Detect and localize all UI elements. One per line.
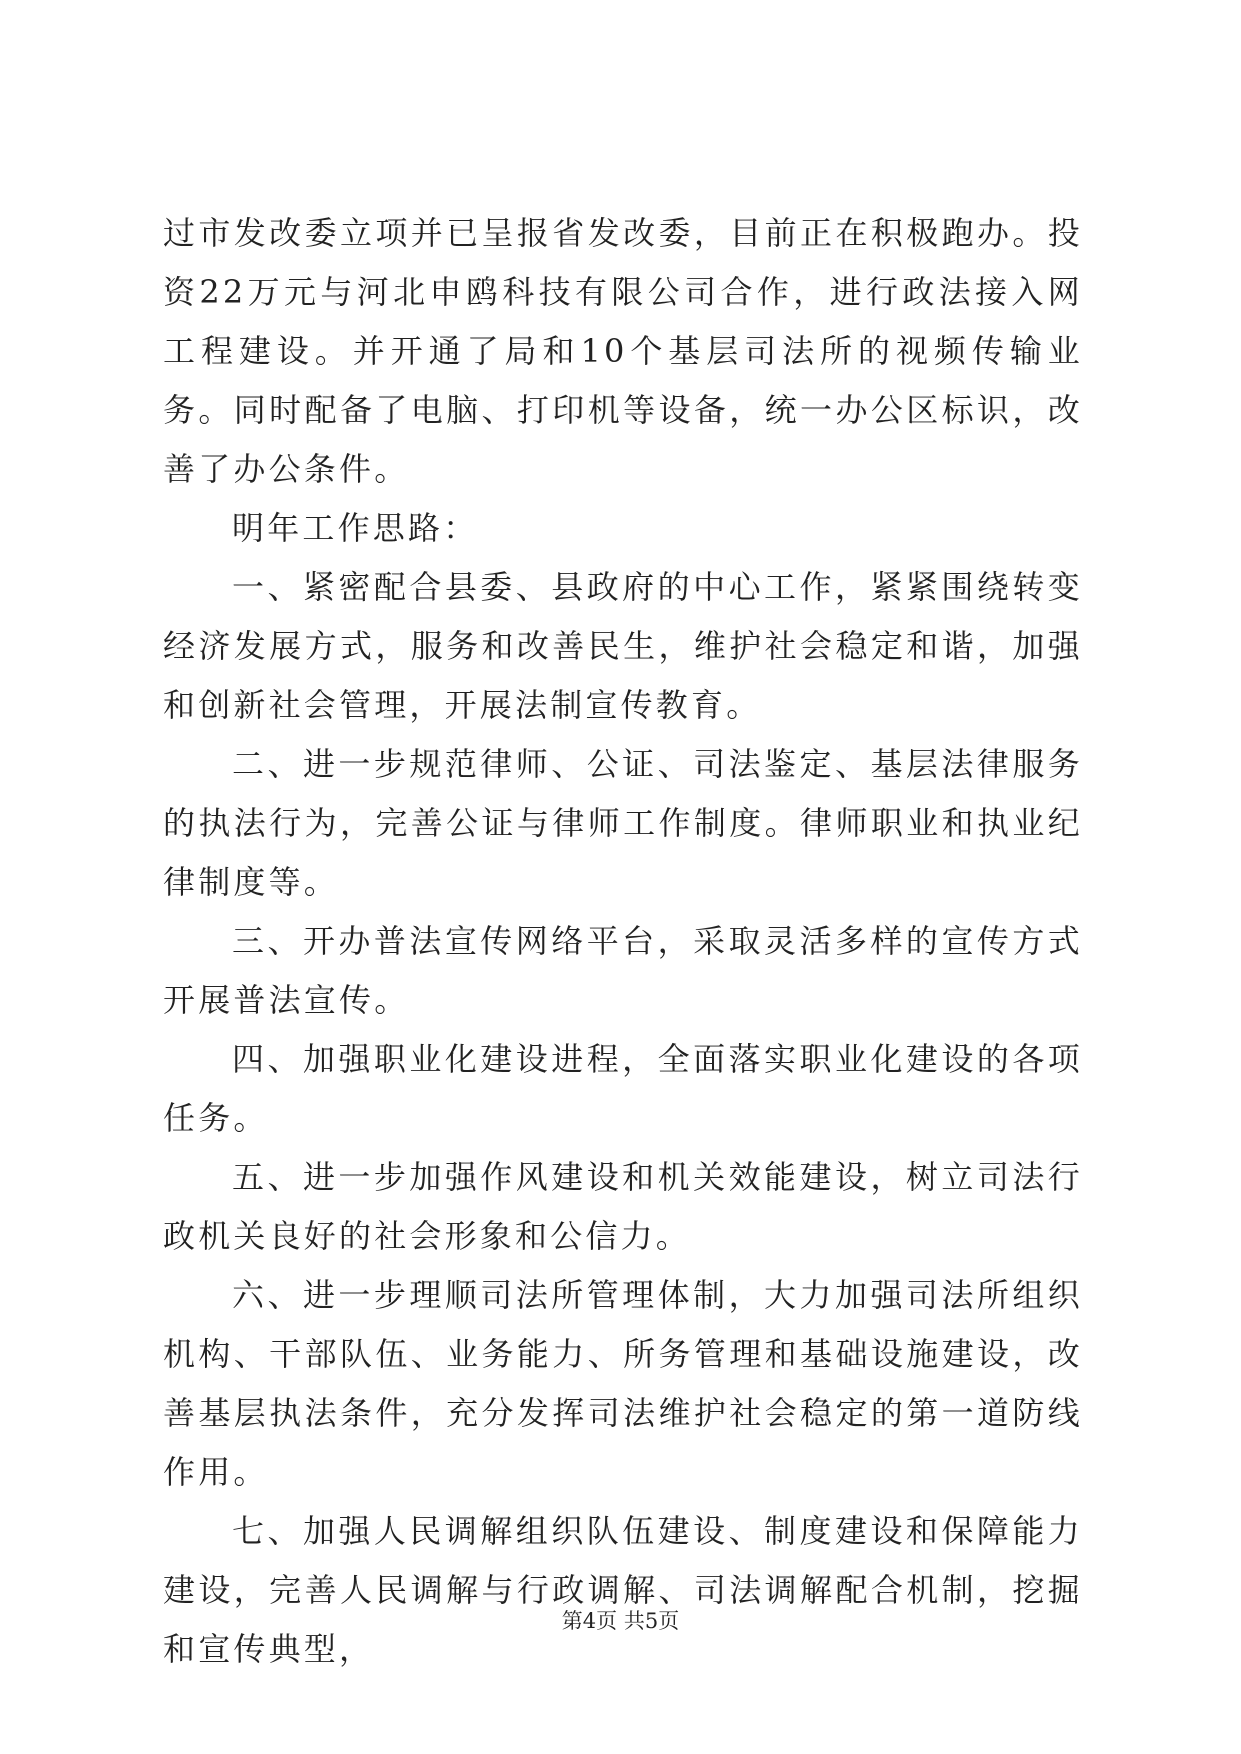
paragraph-5: 三、开办普法宣传网络平台，采取灵活多样的宣传方式开展普法宣传。	[163, 922, 1083, 1019]
paragraph-3: 一、紧密配合县委、县政府的中心工作，紧紧围绕转变经济发展方式，服务和改善民生，维护社会稳定和谐，加强和创新社会管理，开展法制宣传教育。	[163, 568, 1083, 724]
paragraph-4: 二、进一步规范律师、公证、司法鉴定、基层法律服务的执法行为，完善公证与律师工作制度。律师职业和执业纪律制度等。	[163, 745, 1083, 901]
paragraph-9: 七、加强人民调解组织队伍建设、制度建设和保障能力建设，完善人民调解与行政调解、司法调解配合机制，挖掘和宣传典型，	[163, 1512, 1083, 1668]
paragraph-7: 五、进一步加强作风建设和机关效能建设，树立司法行政机关良好的社会形象和公信力。	[163, 1158, 1083, 1255]
paragraph-8: 六、进一步理顺司法所管理体制，大力加强司法所组织机构、干部队伍、业务能力、所务管理和基础设施建设，改善基层执法条件，充分发挥司法维护社会稳定的第一道防线作用。	[163, 1276, 1083, 1491]
page-number-footer: 第4页 共5页	[561, 1609, 680, 1633]
paragraph-2-heading: 明年工作思路：	[232, 509, 479, 547]
document-body	[163, 204, 1083, 1679]
paragraph-6: 四、加强职业化建设进程，全面落实职业化建设的各项任务。	[163, 1040, 1083, 1137]
paragraph-1: 过市发改委立项并已呈报省发改委，目前正在积极跑办。投资22万元与河北申鸥科技有限公司合作，进行政法接入网工程建设。并开通了局和10个基层司法所的视频传输业务。同时配备了电脑、打印机等设备，统一办公区标识，改善了办公条件。	[163, 214, 1083, 488]
